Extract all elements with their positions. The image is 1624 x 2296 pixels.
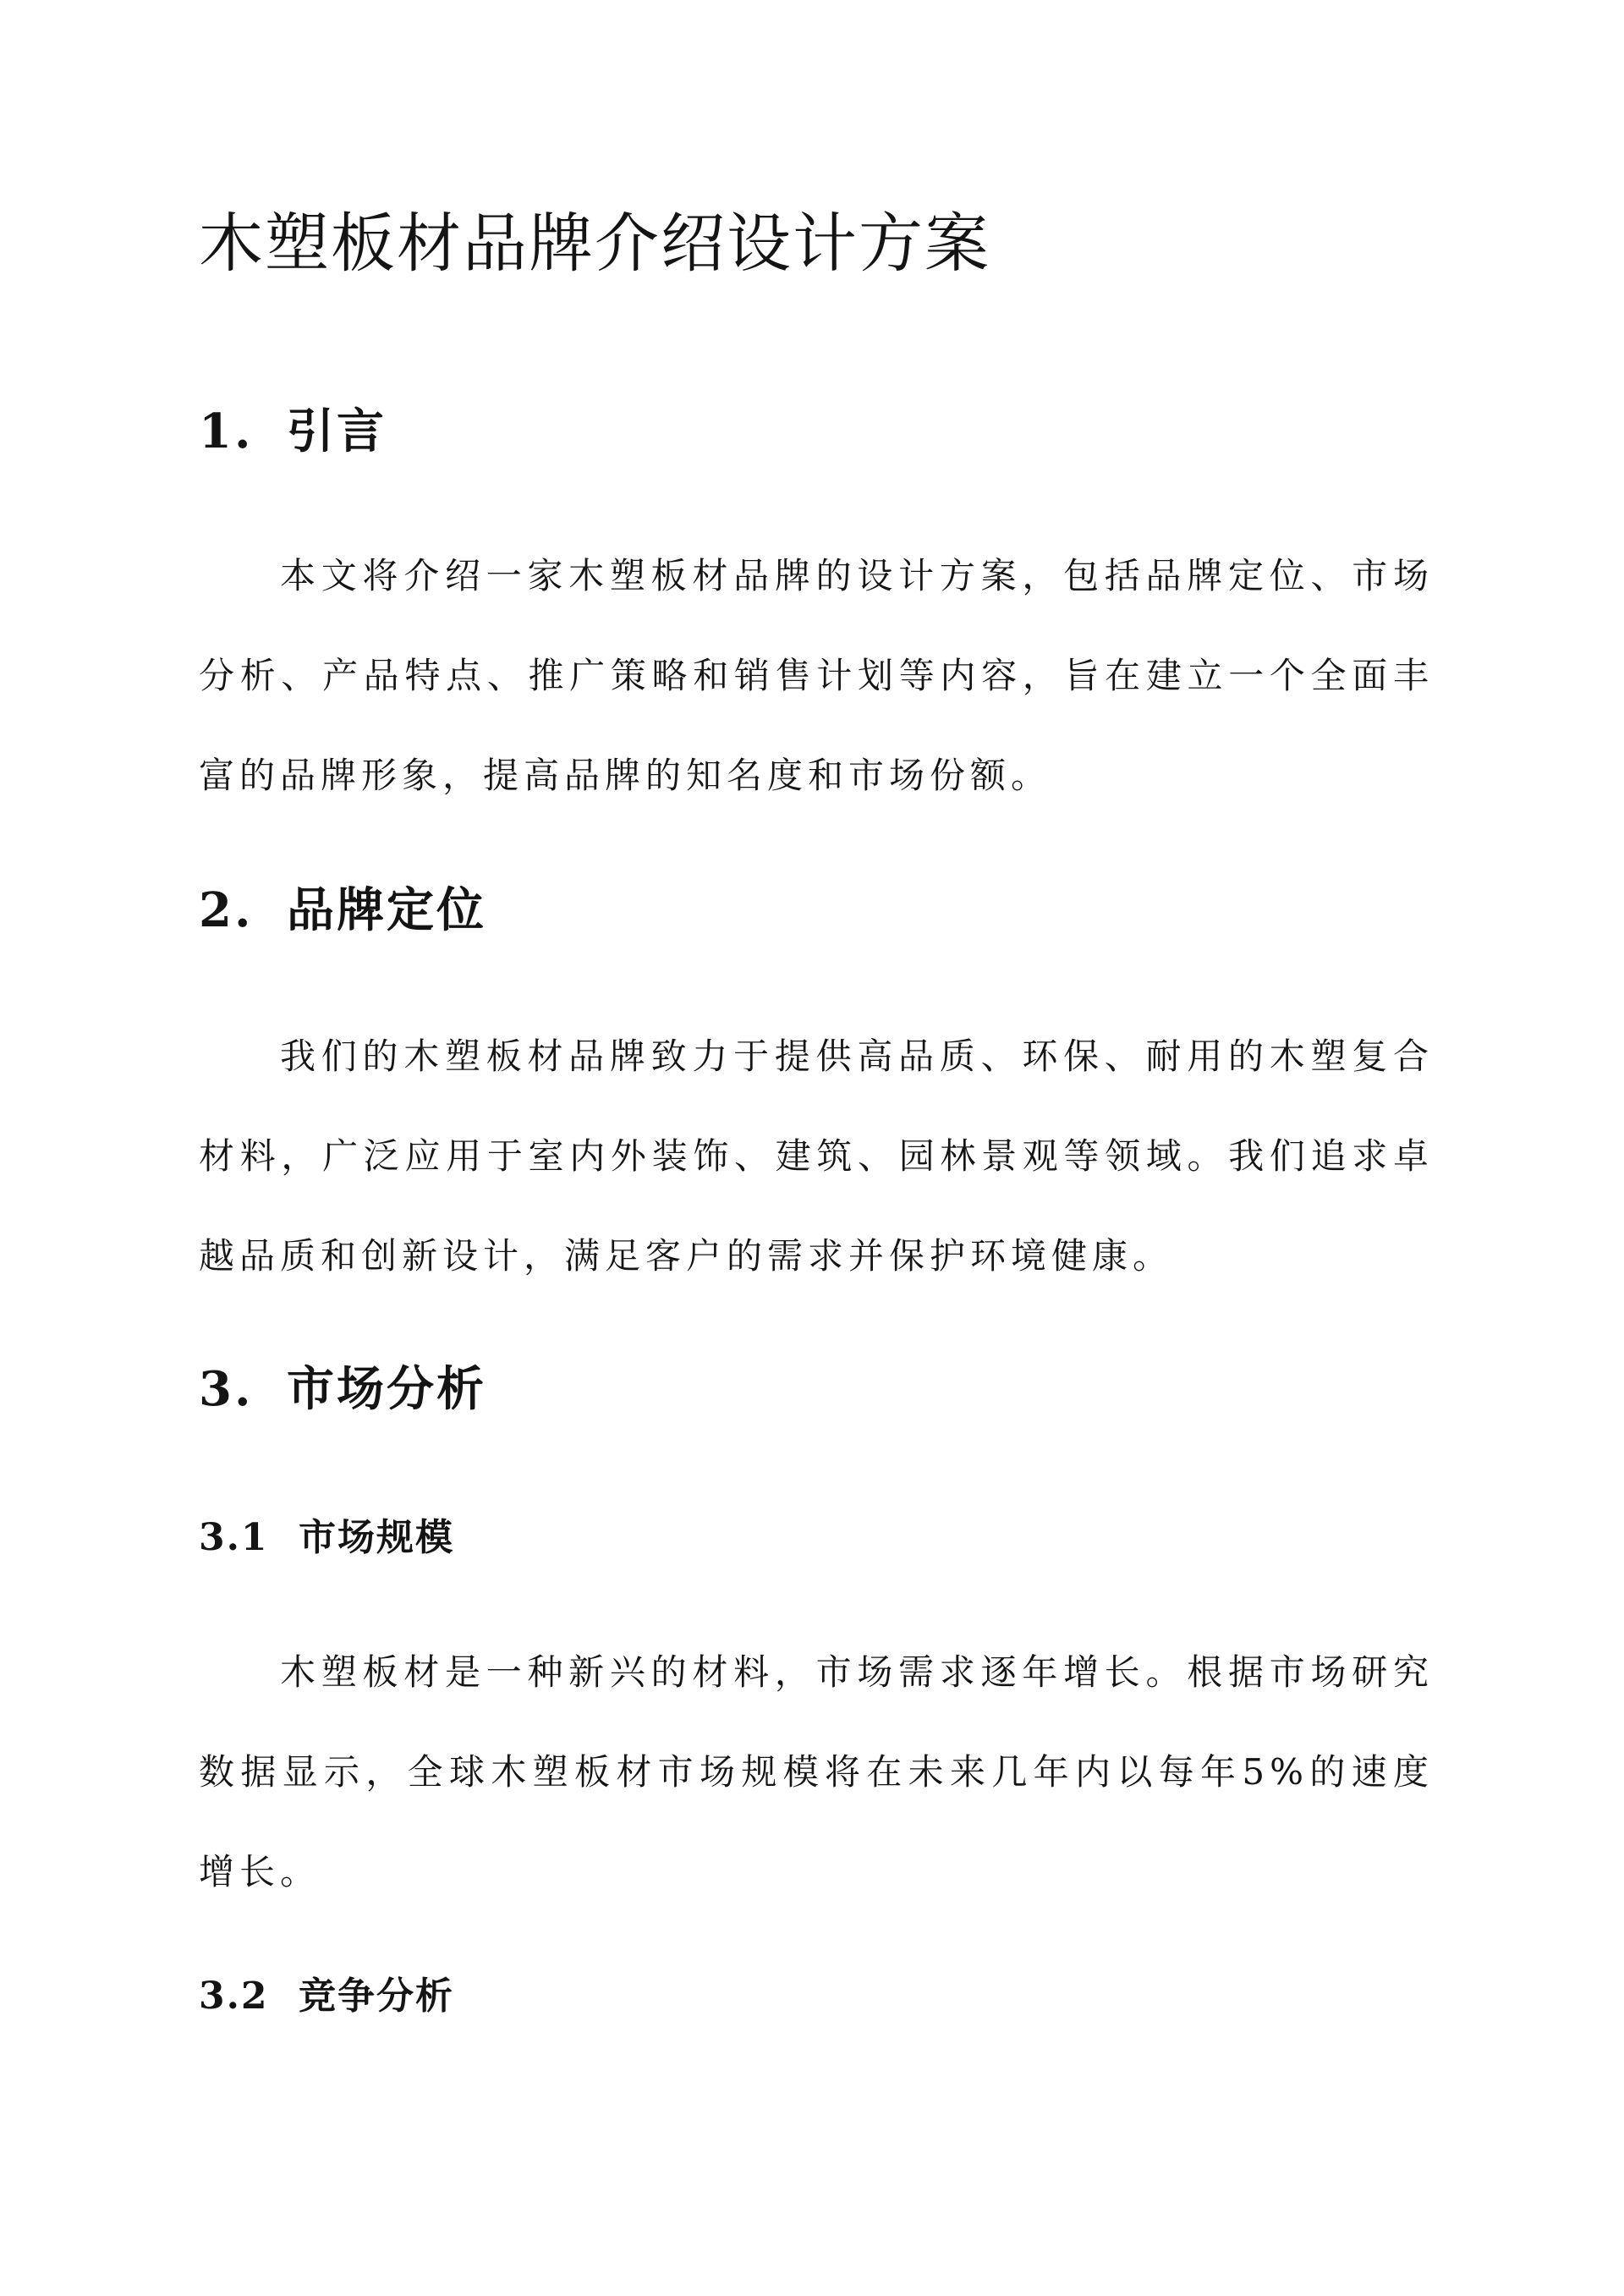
introduction-paragraph: 本文将介绍一家木塑板材品牌的设计方案，包括品牌定位、市场分析、产品特点、推广策略和销售计划等内容，旨在建立一个全面丰富的品牌形象，提高品牌的知名度和市场份额。 (199, 555, 1434, 796)
subsection-title: 市场规模 (299, 1516, 454, 1559)
document-title: 木塑板材品牌介绍设计方案 (199, 206, 990, 281)
section-heading-market-analysis (199, 1359, 486, 1420)
section-title: 市场分析 (287, 1361, 486, 1417)
section-heading-introduction (199, 401, 387, 462)
section-title: 品牌定位 (287, 882, 486, 938)
subsection-number: 3.1 (199, 1516, 269, 1559)
subsection-title: 竞争分析 (299, 1975, 454, 2018)
section-number: 2. (199, 882, 254, 938)
subsection-heading-competition-analysis (199, 1971, 454, 2022)
section-number: 3. (199, 1361, 254, 1417)
subsection-number: 3.2 (199, 1975, 269, 2018)
brand-positioning-paragraph: 我们的木塑板材品牌致力于提供高品质、环保、耐用的木塑复合材料，广泛应用于室内外装饰、建筑、园林景观等领域。我们追求卓越品质和创新设计，满足客户的需求并保护环境健康。 (199, 1035, 1434, 1277)
section-heading-brand-positioning (199, 880, 486, 941)
section-number: 1. (199, 404, 254, 459)
subsection-heading-market-size (199, 1513, 454, 1563)
market-size-paragraph: 木塑板材是一种新兴的材料，市场需求逐年增长。根据市场研究数据显示，全球木塑板材市场规模将在未来几年内以每年5%的速度增长。 (199, 1651, 1434, 1892)
section-title: 引言 (287, 404, 387, 459)
